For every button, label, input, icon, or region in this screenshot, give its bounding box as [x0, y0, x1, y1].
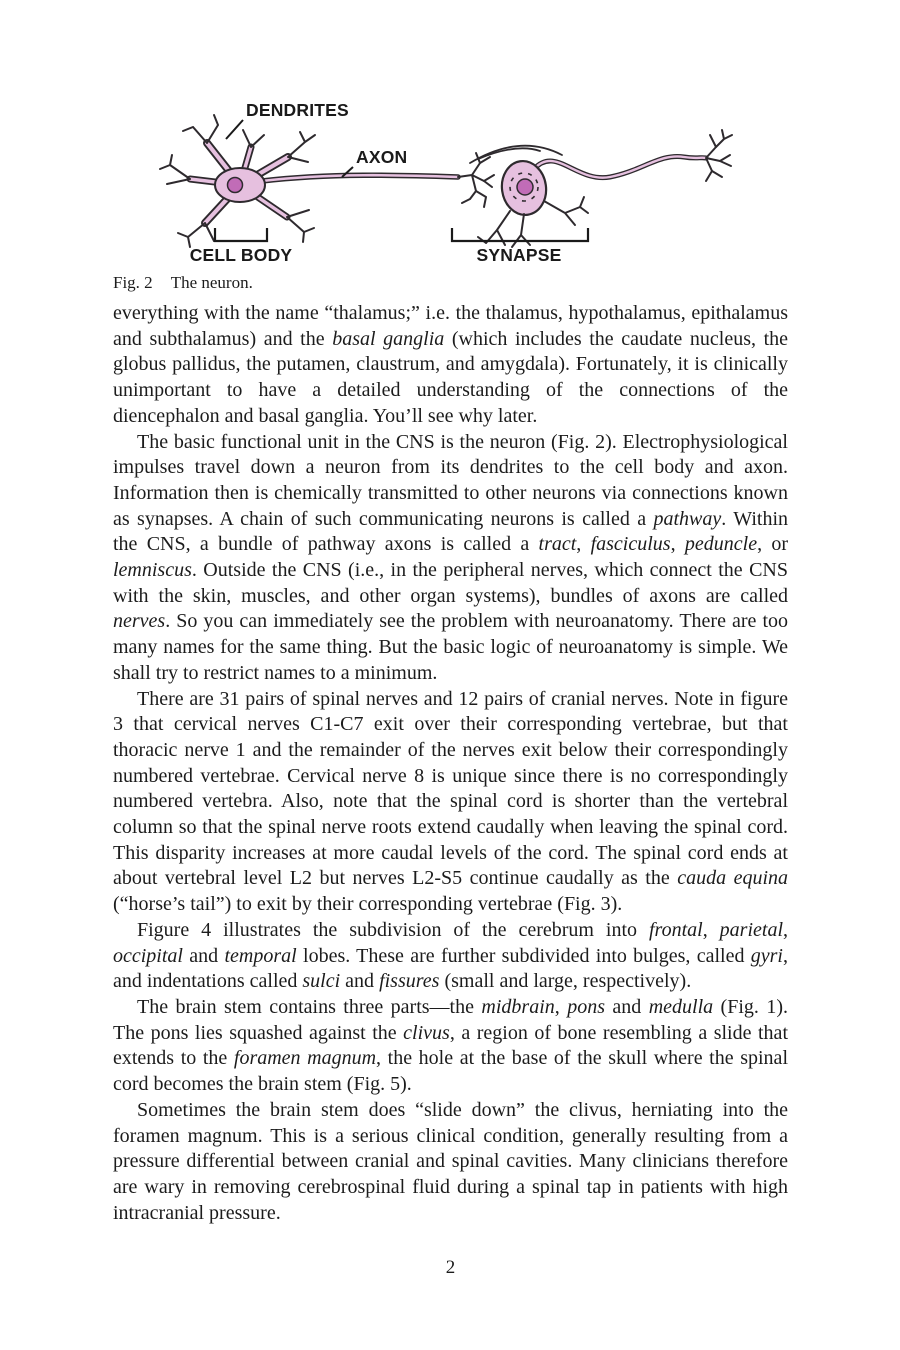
page-number: 2: [445, 1257, 456, 1278]
italic-term: sulci: [302, 970, 341, 993]
paragraph: [113, 995, 788, 1098]
text-run: Figure 4 illustrates the subdivision of the cerebrum into: [137, 918, 649, 941]
text-run: ,: [576, 533, 591, 556]
italic-term: tract: [538, 533, 577, 556]
text-run: ,: [702, 918, 720, 941]
dendrite-outlines: [190, 143, 706, 223]
text-run: and: [340, 970, 380, 993]
italic-term: cauda equina: [677, 867, 788, 890]
text-run: everything with the name “thalamus;” i.e. the thalamus, hypothalamus, epithalamus and subthalamus) and the: [113, 302, 788, 350]
paragraph: [113, 918, 788, 995]
italic-term: fasciculus: [590, 533, 671, 556]
body-text: [113, 301, 788, 1226]
neuron-figure: [0, 85, 900, 280]
text-run: ,: [554, 995, 568, 1018]
italic-term: frontal: [648, 918, 703, 941]
text-run: . Outside the CNS (i.e., in the peripheral nerves, which connect the CNS with the skin, muscles, and other organ systems), bundles of axons are called: [113, 559, 788, 607]
text-run: (which includes the caudate nucleus, the globus pallidus, the putamen, claustrum, and amygdala). Fortunately, it is clinically unimportant to have a detailed understanding of the connections of the diencephalon and basal ganglia. You’ll see why later.: [113, 327, 788, 427]
paragraph: [113, 301, 788, 430]
text-run: The brain stem contains three parts—the: [137, 995, 482, 1018]
italic-term: clivus: [403, 1021, 450, 1044]
italic-term: midbrain: [481, 995, 555, 1018]
text-run: (Fig. 1). The pons lies squashed against the: [113, 995, 788, 1044]
italic-term: foramen magnum: [233, 1047, 377, 1070]
text-run: (“horse’s tail”) to exit by their corresponding vertebrae (Fig. 3).: [113, 893, 623, 916]
text-run: , a region of bone resembling a slide that extends to the: [113, 1021, 788, 1070]
italic-term: nerves: [113, 610, 166, 633]
second-axon-terminal-twigs: [706, 130, 732, 181]
italic-term: pons: [567, 995, 605, 1018]
italic-term: medulla: [648, 995, 714, 1018]
paragraph: [113, 687, 788, 918]
synapse-label: SYNAPSE: [476, 245, 562, 265]
axon-label: AXON: [356, 147, 408, 167]
second-nucleus: [517, 179, 533, 195]
nucleus: [228, 178, 243, 193]
axon-terminal-twigs: [458, 153, 494, 207]
text-run: . So you can immediately see the problem with neuroanatomy. There are too many names for the same thing. But the basic logic of neuroanatomy is simple. We shall try to restrict names to a minimum.: [113, 610, 788, 684]
text-run: (small and large, respectively).: [439, 970, 692, 993]
text-run: lobes. These are further subdivided into bulges, called: [296, 944, 751, 967]
italic-term: occipital: [113, 944, 183, 967]
figure-caption: [113, 273, 788, 293]
text-run: Sometimes the brain stem does “slide down” the clivus, herniating into the foramen magnum. This is a serious clinical condition, generally resulting from a pressure differential between cranial and spinal cavities. Many clinicians therefore are wary in removing cerebrospinal fluid during a spinal tap in patients with high intracranial pressure.: [113, 1098, 788, 1224]
italic-term: parietal: [719, 918, 784, 941]
text-run: , or: [757, 533, 789, 556]
italic-term: peduncle: [684, 533, 758, 556]
italic-term: pathway: [653, 507, 722, 530]
italic-term: basal ganglia: [332, 327, 445, 350]
italic-term: gyri: [750, 944, 783, 967]
text-run: , the hole at the base of the skull where the spinal cord becomes the brain stem (Fig. 5).: [113, 1047, 788, 1096]
figure-caption-text: The neuron.: [170, 273, 253, 292]
cell-body-bracket: [215, 228, 267, 241]
dendrites-pointer-line: [226, 120, 243, 139]
synapse-bracket: [452, 228, 588, 241]
text-run: and: [604, 995, 649, 1018]
figure-caption-number: Fig. 2: [113, 273, 153, 292]
text-run: ,: [670, 533, 685, 556]
text-run: and: [182, 944, 225, 967]
text-run: ,: [783, 918, 789, 941]
dendrites-label: DENDRITES: [246, 100, 349, 120]
text-run: The basic functional unit in the CNS is the neuron (Fig. 2). Electrophysiological impulses travel down a neuron from its dendrites to the cell body and axon. Information then is chemically transmitted to other neurons via connections known as synapses. A chain of such communicating neurons is called a: [113, 430, 788, 530]
italic-term: fissures: [379, 970, 440, 993]
italic-term: temporal: [224, 944, 297, 967]
text-run: There are 31 pairs of spinal nerves and 12 pairs of cranial nerves. Note in figure 3 that cervical nerves C1-C7 exit over their corresponding vertebrae, but that thoracic nerve 1 and the remainder of the nerves exit below their correspondingly numbered vertebrae. Cervical nerve 8 is unique since there is no correspondingly numbered vertebra. Also, note that the spinal cord is shorter than the vertebral column so that the spinal nerve roots extend caudally when leaving the spinal cord. This disparity increases at more caudal levels of the cord. The spinal cord ends at about vertebral level L2 but nerves L2-S5 continue caudally as the: [113, 687, 788, 890]
italic-term: lemniscus: [113, 559, 192, 582]
paragraph: [113, 430, 788, 687]
paragraph: [113, 1098, 788, 1227]
text-run: . Within the CNS, a bundle of pathway axons is called a: [113, 507, 788, 556]
text-run: , and indentations called: [113, 944, 788, 993]
cell-body-label: CELL BODY: [189, 245, 293, 265]
